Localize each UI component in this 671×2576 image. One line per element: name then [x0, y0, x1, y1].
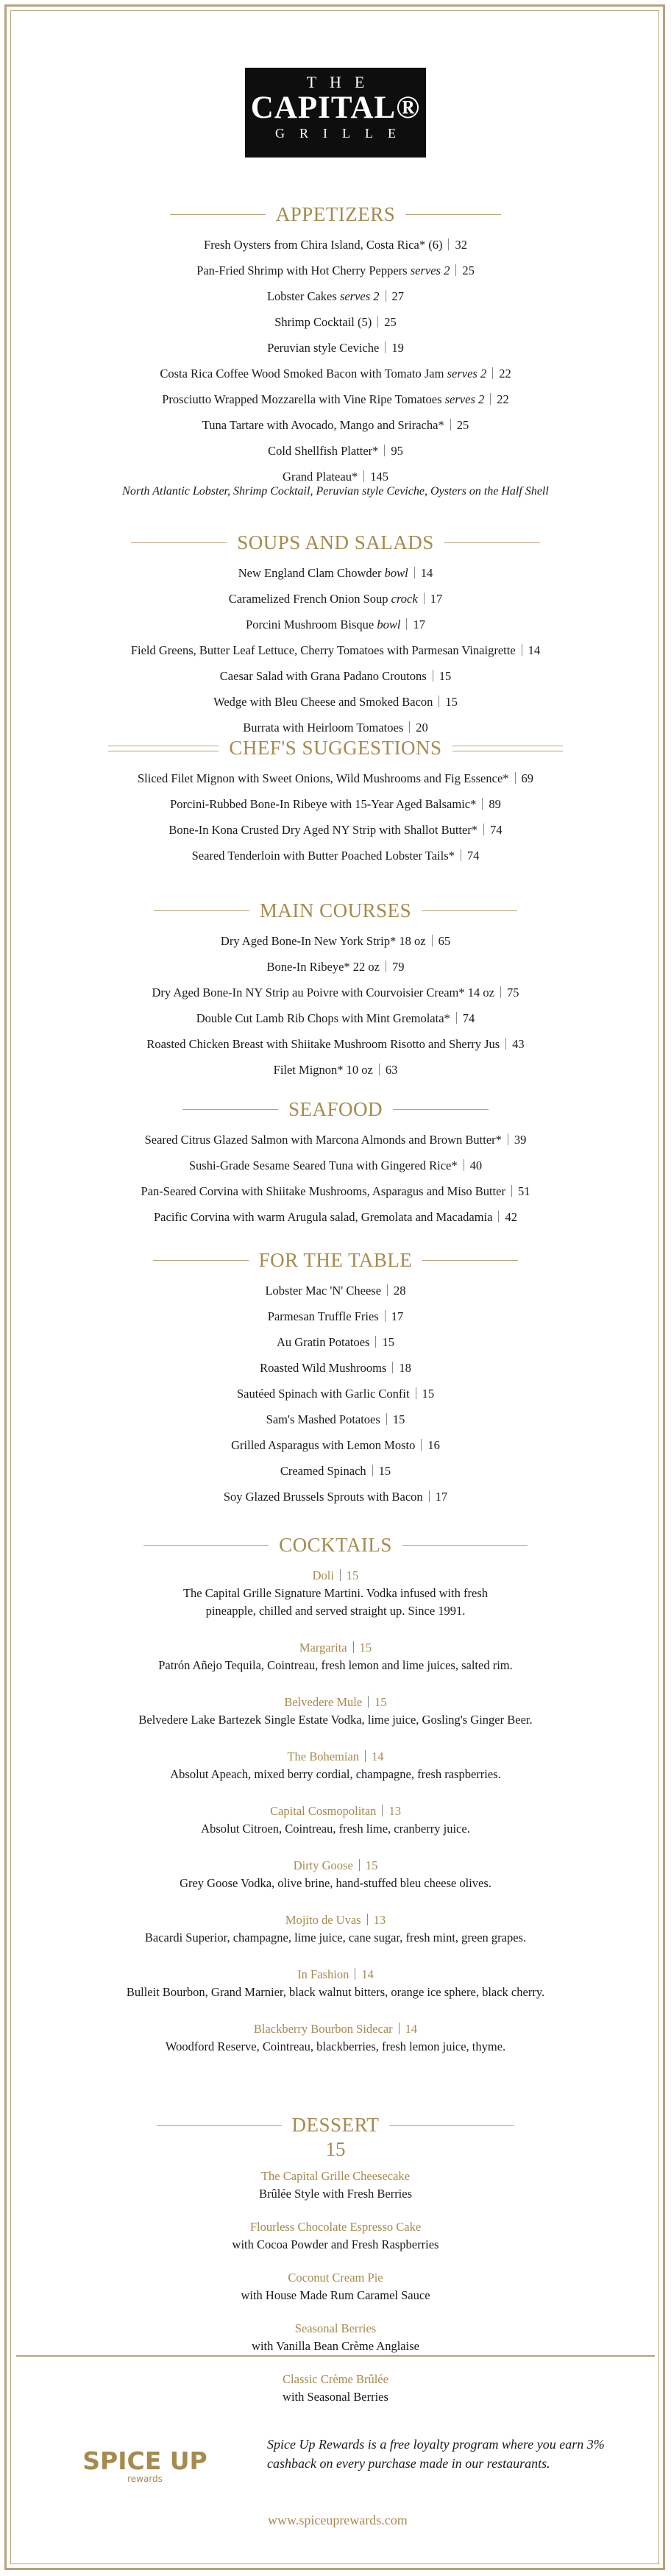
item-price: 145: [370, 470, 388, 484]
menu-item: [0, 817, 671, 843]
dessert-description: with House Made Rum Caramel Sauce: [241, 2288, 430, 2302]
menu-item: [0, 637, 671, 663]
item-price: 15: [445, 695, 458, 709]
cocktail-item: [0, 1966, 671, 2001]
seafood-section: [0, 1098, 671, 1230]
cocktail-description: Woodford Reserve, Cointreau, blackberries, fresh lemon juice, thyme.: [165, 2039, 506, 2053]
item-size: serves 2: [444, 392, 485, 406]
cocktail-item: [0, 1694, 671, 1729]
item-price: 15: [439, 669, 452, 683]
price-separator: [421, 1439, 422, 1451]
cocktail-name: In Fashion: [297, 1967, 349, 1981]
item-name: Dry Aged Bone-In New York Strip* 18 oz: [220, 934, 426, 948]
menu-item: [0, 765, 671, 791]
price-separator: [379, 1064, 380, 1075]
cocktail-description: Patrón Añejo Tequila, Cointreau, fresh lemon and lime juices, salted rim.: [158, 1658, 513, 1672]
cocktail-name-row: [0, 1694, 671, 1711]
item-price: 63: [385, 1063, 398, 1077]
cocktail-name-row: [0, 1802, 671, 1820]
item-price: 28: [394, 1284, 406, 1298]
item-name: Burrata with Heirloom Tomatoes: [243, 721, 404, 735]
price-separator: [385, 342, 386, 353]
menu-item: [0, 954, 671, 980]
cocktail-price: 13: [388, 1804, 401, 1818]
item-name: Field Greens, Butter Leaf Lettuce, Cherry Tomatoes with Parmesan Vinaigrette: [130, 643, 516, 657]
item-price: 15: [382, 1335, 394, 1349]
footer-divider: [16, 2355, 655, 2357]
cocktails-heading: COCKTAILS: [0, 1534, 671, 1557]
item-price: 15: [378, 1464, 391, 1478]
cocktail-name-row: [0, 2020, 671, 2038]
item-name: Sushi-Grade Sesame Seared Tuna with Gingered Rice*: [188, 1158, 458, 1172]
dessert-price: 15: [325, 2138, 346, 2160]
menu-item: [0, 1127, 671, 1153]
menu-item: [0, 1381, 671, 1406]
menu-item: [0, 1005, 671, 1031]
menu-item: [0, 335, 671, 361]
menu-item: [0, 928, 671, 954]
item-price: 25: [456, 418, 469, 432]
cocktail-item: [0, 1639, 671, 1674]
item-name: Sam's Mashed Potatoes: [266, 1412, 380, 1426]
price-separator: [377, 316, 378, 328]
menu-item: [0, 1484, 671, 1510]
spice-up-subtitle: rewards: [127, 2474, 163, 2484]
item-name: Bone-In Ribeye* 22 oz: [266, 960, 380, 974]
dessert-item: [0, 2269, 671, 2304]
cocktail-description: Bulleit Bourbon, Grand Marnier, black walnut bitters, orange ice sphere, black cherry.: [126, 1985, 545, 1999]
price-separator: [409, 721, 410, 733]
cocktail-item: [0, 1802, 671, 1838]
item-name: Fresh Oysters from Chira Island, Costa Rica* (6): [204, 238, 443, 252]
cocktail-item: [0, 1911, 671, 1947]
menu-item: [0, 791, 671, 817]
cocktail-name-row: [0, 1857, 671, 1875]
platter-note: North Atlantic Lobster, Shrimp Cocktail, Peruvian style Ceviche, Oysters on the Half Shell: [122, 485, 549, 498]
price-separator: [424, 592, 425, 604]
item-price: 19: [391, 341, 404, 355]
menu-item: [0, 1355, 671, 1381]
cocktail-price: 13: [373, 1913, 386, 1927]
dessert-name: Classic Crème Brûlée: [283, 2372, 388, 2386]
cocktail-price: 15: [359, 1641, 372, 1655]
item-name: New England Clam Chowder: [238, 566, 382, 580]
promo-text: Spice Up Rewards is a free loyalty program where you earn 3% cashback on every purchase made in our restaurants.: [267, 2437, 605, 2471]
item-name: Cold Shellfish Platter*: [268, 444, 379, 458]
price-separator: [372, 1465, 373, 1476]
item-name: Porcini-Rubbed Bone-In Ribeye with 15-Year Aged Balsamic*: [170, 797, 477, 811]
dessert-description: with Seasonal Berries: [283, 2390, 388, 2404]
cocktail-name-row: [0, 1567, 671, 1585]
dessert-item: [0, 2371, 671, 2406]
item-name: Caesar Salad with Grana Padano Croutons: [219, 669, 427, 683]
menu-item: [0, 309, 671, 335]
price-separator: [365, 1750, 366, 1762]
price-separator: [490, 393, 491, 405]
menu-item: [0, 1204, 671, 1230]
price-separator: [386, 1413, 387, 1425]
menu-item: [0, 1031, 671, 1057]
item-name: Sautéed Spinach with Garlic Confit: [236, 1387, 410, 1401]
cocktail-name-row: [0, 1966, 671, 1984]
price-separator: [387, 1284, 388, 1296]
menu-item: [0, 1178, 671, 1204]
item-price: 27: [391, 289, 405, 303]
item-price: 39: [514, 1133, 527, 1147]
item-price: 89: [489, 797, 501, 811]
soups-section: [0, 531, 671, 740]
item-price: 17: [413, 618, 425, 631]
menu-item: [0, 1406, 671, 1432]
price-separator: [500, 986, 501, 998]
menu-item: [0, 1153, 671, 1178]
menu-item: [0, 1057, 671, 1083]
item-price: 14: [420, 566, 433, 580]
item-name: Shrimp Cocktail (5): [274, 315, 372, 329]
item-price: 14: [528, 643, 541, 657]
logo-line-1: THE: [306, 73, 378, 91]
item-name: Pan-Fried Shrimp with Hot Cherry Peppers: [196, 263, 408, 277]
price-separator: [450, 419, 451, 431]
price-separator: [498, 1211, 499, 1222]
capital-grille-logo: [245, 68, 426, 158]
seafood-heading: SEAFOOD: [0, 1098, 671, 1121]
menu-item: [0, 361, 671, 386]
dessert-description: with Cocoa Powder and Fresh Raspberries: [232, 2237, 439, 2251]
item-name: Grand Plateau*: [283, 470, 358, 484]
item-name: Prosciutto Wrapped Mozzarella with Vine Ripe Tomatoes: [162, 392, 442, 406]
price-separator: [432, 935, 433, 946]
item-price: 25: [384, 315, 397, 329]
price-separator: [375, 1336, 376, 1348]
price-separator: [515, 772, 516, 784]
item-name: Sliced Filet Mignon with Sweet Onions, Wild Mushrooms and Fig Essence*: [137, 771, 509, 785]
item-price: 32: [455, 238, 467, 252]
item-price: 42: [505, 1210, 517, 1224]
menu-item: [0, 689, 671, 715]
menu-item: [0, 283, 671, 309]
cocktail-name-row: [0, 1748, 671, 1766]
price-separator: [353, 1641, 354, 1653]
menu-item: [0, 1329, 671, 1355]
menu-item: [0, 258, 671, 283]
item-name: Au Gratin Potatoes: [277, 1335, 370, 1349]
item-name: Roasted Wild Mushrooms: [260, 1361, 387, 1375]
item-name: Lobster Cakes: [266, 289, 337, 303]
price-separator: [456, 1012, 457, 1024]
cocktail-name: Belvedere Mule: [284, 1695, 363, 1709]
menu-item: [0, 612, 671, 637]
price-separator: [414, 567, 415, 578]
dessert-description: Brûlée Style with Fresh Berries: [258, 2187, 413, 2201]
item-size: serves 2: [339, 289, 380, 303]
item-name: Double Cut Lamb Rib Chops with Mint Gremolata*: [196, 1011, 450, 1025]
main-section: [0, 899, 671, 1083]
item-name: Grilled Asparagus with Lemon Mosto: [231, 1438, 416, 1452]
item-price: 69: [521, 771, 534, 785]
item-price: 17: [430, 592, 443, 606]
price-separator: [429, 1490, 430, 1502]
item-name: Dry Aged Bone-In NY Strip au Poivre with Courvoisier Cream* 14 oz: [152, 986, 494, 999]
item-name: Bone-In Kona Crusted Dry Aged NY Strip with Shallot Butter*: [168, 823, 478, 837]
item-size: serves 2: [447, 367, 487, 381]
item-price: 25: [462, 263, 475, 277]
price-separator: [367, 1914, 368, 1925]
item-price: 79: [392, 960, 405, 974]
price-separator: [505, 1038, 506, 1050]
menu-item: [0, 1278, 671, 1303]
dessert-item: [0, 2320, 671, 2355]
item-name: Lobster Mac 'N' Cheese: [265, 1284, 382, 1298]
menu-item: [0, 980, 671, 1005]
item-name: Parmesan Truffle Fries: [267, 1309, 379, 1323]
item-name: Creamed Spinach: [280, 1464, 366, 1478]
item-name: Filet Mignon* 10 oz: [273, 1063, 373, 1077]
dessert-name: Seasonal Berries: [294, 2321, 377, 2335]
spice-up-wordmark: SPICE UP: [82, 2446, 207, 2475]
dessert-description: with Vanilla Bean Crème Anglaise: [252, 2339, 419, 2353]
menu-item: [0, 1432, 671, 1458]
item-price: 95: [391, 444, 403, 458]
item-name: Soy Glazed Brussels Sprouts with Bacon: [223, 1490, 423, 1504]
price-separator: [392, 1362, 393, 1373]
price-separator: [368, 1696, 369, 1708]
price-separator: [483, 824, 484, 835]
table-section: [0, 1249, 671, 1510]
item-size: bowl: [384, 566, 408, 580]
chef-heading: CHEF'S SUGGESTIONS: [0, 737, 671, 760]
item-name: Caramelized French Onion Soup: [228, 592, 388, 606]
item-price: 51: [517, 1184, 530, 1198]
price-separator: [455, 264, 456, 276]
cocktail-price: 15: [346, 1568, 359, 1582]
dessert-name: The Capital Grille Cheesecake: [260, 2169, 411, 2183]
main-heading: MAIN COURSES: [0, 899, 671, 922]
cocktail-price: 15: [365, 1858, 378, 1872]
item-size: serves 2: [410, 263, 450, 277]
item-price: 43: [512, 1037, 525, 1051]
price-separator: [382, 1805, 383, 1816]
price-separator: [363, 470, 364, 482]
item-price: 74: [490, 823, 503, 837]
item-price: 75: [506, 986, 519, 999]
price-separator: [448, 238, 449, 250]
menu-item: [0, 1458, 671, 1484]
cocktail-description: Belvedere Lake Bartezek Single Estate Vodka, lime juice, Gosling's Ginger Beer.: [138, 1713, 533, 1727]
cocktail-name: Dirty Goose: [293, 1858, 353, 1872]
item-price: 18: [399, 1361, 411, 1375]
menu-item: [0, 438, 671, 464]
dessert-name: Coconut Cream Pie: [288, 2271, 383, 2285]
dessert-item: [0, 2218, 671, 2254]
price-separator: [492, 367, 493, 379]
item-name: Costa Rica Coffee Wood Smoked Bacon with Tomato Jam: [160, 367, 444, 381]
item-price: 65: [438, 934, 451, 948]
logo-line-3: GRILLE: [275, 126, 411, 141]
menu-item: [0, 560, 671, 586]
soups-heading: SOUPS AND SALADS: [0, 531, 671, 554]
item-price: 20: [416, 721, 428, 735]
item-price: 17: [391, 1309, 404, 1323]
item-price: 22: [497, 392, 509, 406]
cocktail-price: 14: [372, 1749, 384, 1763]
cocktail-name-row: [0, 1911, 671, 1929]
cocktail-item: [0, 1567, 671, 1620]
dessert-heading: DESSERT: [0, 2114, 671, 2137]
dessert-name: Flourless Chocolate Espresso Cake: [249, 2220, 422, 2234]
appetizers-heading: APPETIZERS: [0, 203, 671, 226]
cocktail-description: Grey Goose Vodka, olive brine, hand-stuffed bleu cheese olives.: [180, 1876, 491, 1890]
menu-item: [0, 843, 671, 868]
chef-section: [0, 737, 671, 868]
item-name: Roasted Chicken Breast with Shiitake Mushroom Risotto and Sherry Jus: [146, 1037, 500, 1051]
cocktail-item: [0, 2020, 671, 2056]
item-price: 15: [422, 1387, 435, 1401]
cocktail-name: Capital Cosmopolitan: [270, 1804, 377, 1818]
cocktail-item: [0, 1857, 671, 1892]
cocktail-price: 14: [361, 1967, 374, 1981]
price-separator: [511, 1185, 512, 1197]
cocktail-name: Doli: [312, 1568, 334, 1582]
menu-item: [0, 1303, 671, 1329]
cocktail-name: The Bohemian: [287, 1749, 360, 1763]
price-separator: [399, 2023, 400, 2034]
cocktail-description: Absolut Apeach, mixed berry cordial, champagne, fresh raspberries.: [170, 1767, 501, 1781]
cocktail-name: Margarita: [299, 1641, 347, 1655]
cocktail-description: The Capital Grille Signature Martini. Vodka infused with fresh: [182, 1586, 489, 1600]
item-name: Seared Tenderloin with Butter Poached Lobster Tails*: [191, 849, 455, 863]
item-name: Wedge with Bleu Cheese and Smoked Bacon: [213, 695, 433, 709]
menu-item: [0, 586, 671, 612]
cocktails-section: [0, 1534, 671, 2075]
item-price: 17: [435, 1490, 448, 1504]
appetizers-section: [0, 203, 671, 499]
price-separator: [384, 445, 385, 456]
rewards-link[interactable]: www.spiceuprewards.com: [268, 2513, 408, 2527]
cocktail-description: Bacardi Superior, champagne, lime juice, cane sugar, fresh mint, green grapes.: [144, 1931, 527, 1945]
item-price: 22: [499, 367, 511, 381]
menu-item: [0, 663, 671, 689]
cocktail-price: 14: [405, 2022, 418, 2036]
item-name: Peruvian style Ceviche: [267, 341, 380, 355]
item-price: 16: [427, 1438, 440, 1452]
cocktail-name: Mojito de Uvas: [285, 1913, 361, 1927]
price-separator: [385, 1310, 386, 1322]
dessert-item: [0, 2168, 671, 2203]
price-separator: [340, 1569, 341, 1581]
cocktail-description: Absolut Citroen, Cointreau, fresh lime, cranberry juice.: [201, 1822, 470, 1836]
menu-item: [0, 412, 671, 438]
cocktail-description: pineapple, chilled and served straight up. Since 1991.: [205, 1604, 466, 1618]
item-price: 15: [392, 1412, 405, 1426]
item-price: 74: [462, 1011, 475, 1025]
spice-up-logo: [71, 2448, 219, 2483]
dessert-section: [0, 2114, 671, 2421]
cocktail-price: 15: [374, 1695, 387, 1709]
price-separator: [359, 1859, 360, 1871]
cocktail-name-row: [0, 1639, 671, 1657]
item-size: bowl: [377, 618, 401, 631]
item-name: Pacific Corvina with warm Arugula salad, Gremolata and Macadamia: [154, 1210, 493, 1224]
item-size: crock: [391, 592, 418, 606]
item-price: 74: [466, 849, 480, 863]
table-heading: FOR THE TABLE: [0, 1249, 671, 1272]
cocktail-name: Blackberry Bourbon Sidecar: [253, 2022, 393, 2036]
item-name: Seared Citrus Glazed Salmon with Marcona Almonds and Brown Butter*: [144, 1133, 502, 1147]
item-price: 40: [469, 1158, 483, 1172]
menu-item: [0, 386, 671, 412]
item-name: Tuna Tartare with Avocado, Mango and Sriracha*: [202, 418, 444, 432]
price-separator: [482, 798, 483, 810]
logo-line-2: CAPITAL®: [250, 91, 421, 125]
item-name: Pan-Seared Corvina with Shiitake Mushrooms, Asparagus and Miso Butter: [141, 1184, 505, 1198]
menu-item: [0, 232, 671, 258]
item-name: Porcini Mushroom Bisque: [246, 618, 374, 631]
cocktail-item: [0, 1748, 671, 1783]
price-separator: [406, 618, 407, 630]
